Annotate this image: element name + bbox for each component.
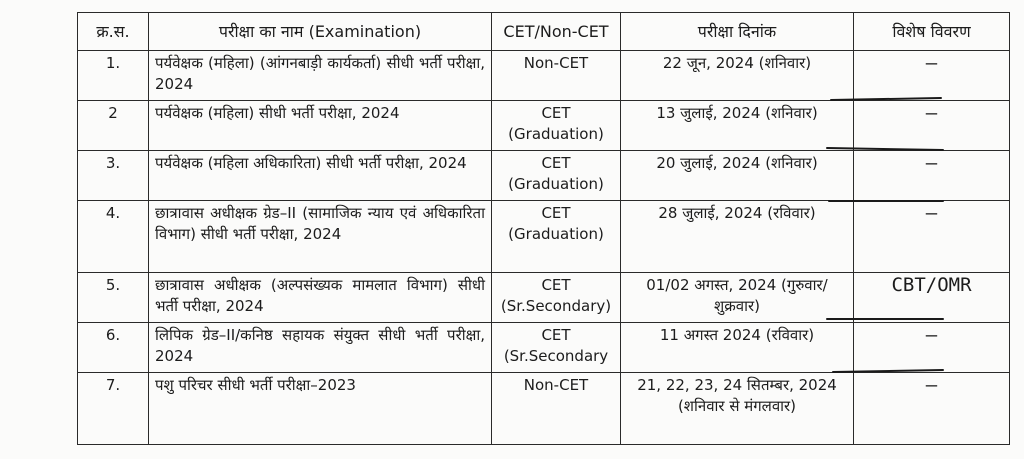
table-row: [78, 273, 1010, 323]
header-exam-date: परीक्षा दिनांक: [621, 13, 854, 51]
row-exam-date: 11 अगस्त 2024 (रविवार): [621, 323, 854, 373]
row-exam-date: 13 जुलाई, 2024 (शनिवार): [621, 101, 854, 151]
row-cet: CET (Graduation): [492, 101, 621, 151]
table-row: [78, 151, 1010, 201]
row-sno: 3.: [78, 151, 149, 201]
row-remark: –: [854, 151, 1010, 201]
row-sno: 2: [78, 101, 149, 151]
table-row: [78, 201, 1010, 273]
table-row: [78, 101, 1010, 151]
row-sno: 7.: [78, 373, 149, 445]
row-exam-name: पर्यवेक्षक (महिला अधिकारिता) सीधी भर्ती परीक्षा, 2024: [149, 151, 492, 201]
table-row: [78, 51, 1010, 101]
exam-schedule-table: [77, 12, 1010, 445]
row-cet: Non-CET: [492, 51, 621, 101]
row-remark: –: [854, 323, 1010, 373]
row-cet: CET (Sr.Secondary: [492, 323, 621, 373]
header-sno: क्र.स.: [78, 13, 149, 51]
row-sno: 4.: [78, 201, 149, 273]
row-exam-date: 01/02 अगस्त, 2024 (गुरुवार/शुक्रवार): [621, 273, 854, 323]
row-exam-name: छात्रावास अधीक्षक ग्रेड–II (सामाजिक न्याय एवं अधिकारिता विभाग) सीधी भर्ती परीक्षा, 2024: [149, 201, 492, 273]
handwritten-line: [828, 200, 944, 202]
row-exam-date: 22 जून, 2024 (शनिवार): [621, 51, 854, 101]
row-cet: Non-CET: [492, 373, 621, 445]
row-exam-name: पशु परिचर सीधी भर्ती परीक्षा–2023: [149, 373, 492, 445]
row-sno: 6.: [78, 323, 149, 373]
table-header-row: [78, 13, 1010, 51]
header-cet: CET/Non-CET: [492, 13, 621, 51]
row-exam-date: 21, 22, 23, 24 सितम्बर, 2024 (शनिवार से मंगलवार): [621, 373, 854, 445]
header-remark: विशेष विवरण: [854, 13, 1010, 51]
row-exam-date: 20 जुलाई, 2024 (शनिवार): [621, 151, 854, 201]
row-remark: –: [854, 201, 1010, 273]
row-cet: CET (Sr.Secondary): [492, 273, 621, 323]
row-sno: 5.: [78, 273, 149, 323]
handwritten-line: [826, 318, 944, 320]
row-exam-name: पर्यवेक्षक (महिला) सीधी भर्ती परीक्षा, 2024: [149, 101, 492, 151]
row-remark: –: [854, 373, 1010, 445]
row-cet: CET (Graduation): [492, 201, 621, 273]
row-exam-name: लिपिक ग्रेड–II/कनिष्ठ सहायक संयुक्त सीधी भर्ती परीक्षा, 2024: [149, 323, 492, 373]
row-exam-date: 28 जुलाई, 2024 (रविवार): [621, 201, 854, 273]
row-sno: 1.: [78, 51, 149, 101]
row-cet: CET (Graduation): [492, 151, 621, 201]
row-remark: –: [854, 101, 1010, 151]
table-row: [78, 323, 1010, 373]
header-exam-name: परीक्षा का नाम (Examination): [149, 13, 492, 51]
row-remark: CBT/OMR: [854, 273, 1010, 323]
table-row: [78, 373, 1010, 445]
row-remark: –: [854, 51, 1010, 101]
row-exam-name: पर्यवेक्षक (महिला) (आंगनबाड़ी कार्यकर्ता) सीधी भर्ती परीक्षा, 2024: [149, 51, 492, 101]
row-exam-name: छात्रावास अधीक्षक (अल्पसंख्यक मामलात विभाग) सीधी भर्ती परीक्षा, 2024: [149, 273, 492, 323]
